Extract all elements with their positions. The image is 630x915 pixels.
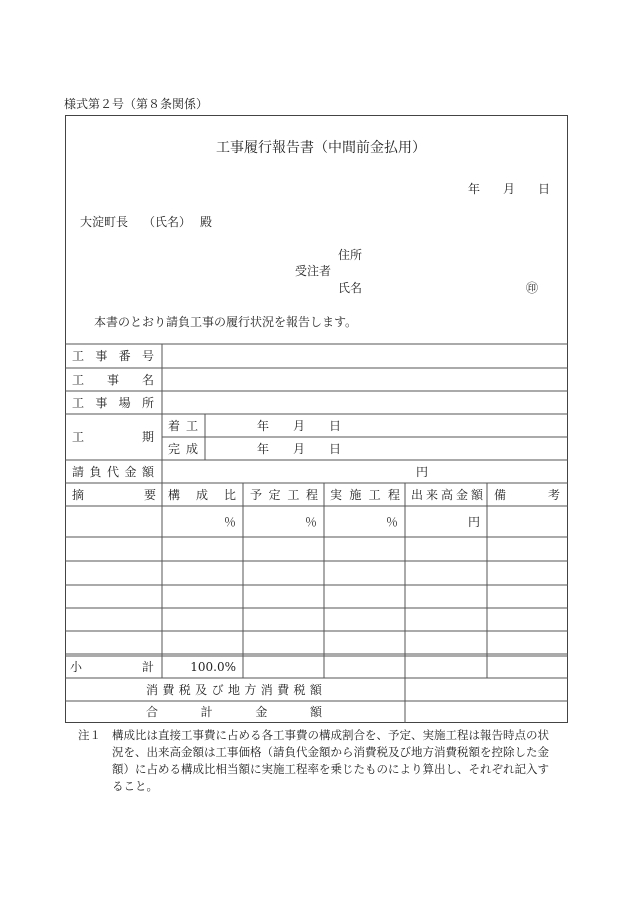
start-label-char: 工 <box>185 418 198 433</box>
total-label-char: 額 <box>309 705 322 719</box>
work-name-label-char: 事 <box>106 372 119 387</box>
header-planned-char: 定 <box>268 487 281 502</box>
tax-label-char: 方 <box>244 682 257 697</box>
tax-label-char: 及 <box>195 682 208 697</box>
contract-amount-label-char: 額 <box>141 464 154 479</box>
total-label <box>146 701 322 723</box>
contract-amount-label-char: 金 <box>124 464 137 479</box>
total-label-char: 計 <box>200 705 213 719</box>
addressee-name-label: （氏名） <box>143 215 192 229</box>
start-day: 日 <box>328 418 341 433</box>
tax-label <box>146 678 322 701</box>
work-place-label-char: 場 <box>118 395 131 410</box>
footnote <box>78 727 558 795</box>
start-label <box>168 414 198 437</box>
finish-month: 月 <box>292 441 305 456</box>
tax-label-char: 費 <box>162 682 175 697</box>
header-summary <box>72 483 156 506</box>
finish-label <box>168 437 198 460</box>
total-label-char: 合 <box>146 705 159 719</box>
header-ratio-char: 成 <box>195 487 208 502</box>
total-label-char: 金 <box>255 705 268 719</box>
work-number-label-char: 番 <box>118 349 131 363</box>
header-ratio-char: 構 <box>168 487 181 502</box>
header-planned-char: 程 <box>305 487 318 502</box>
start-year: 年 <box>256 418 269 433</box>
subtotal-label-char: 計 <box>141 660 154 674</box>
header-amount-char: 金 <box>455 487 468 502</box>
header-summary-char: 要 <box>143 487 156 502</box>
finish-label-char: 成 <box>185 441 198 456</box>
contract-amount-label-char: 負 <box>89 464 102 479</box>
header-actual-char: 工 <box>368 487 381 502</box>
header-amount-char: 高 <box>440 487 453 502</box>
date-year: 年 <box>468 182 481 196</box>
addressee-office: 大淀町長 <box>80 215 129 229</box>
tax-label-char: 税 <box>178 682 191 697</box>
contractor-address-label: 住所 <box>338 248 363 262</box>
tax-label-char: び <box>211 682 224 697</box>
header-actual <box>330 483 400 506</box>
contract-amount-label <box>72 460 154 483</box>
tax-label-char: 額 <box>309 682 322 697</box>
finish-label-char: 完 <box>168 441 181 456</box>
start-month: 月 <box>292 418 305 433</box>
header-actual-char: 程 <box>387 487 400 502</box>
work-period-label-char: 工 <box>72 430 85 444</box>
header-summary-char: 摘 <box>72 487 85 502</box>
footnote-text: 構成比は直接工事費に占める各工事費の構成割合を、予定、実施工程は報告時点の状況を、出来高金額は工事価格（請負代金額から消費税及び地方消費税額を控除した金額）に占める構成比相当額に実施工程率を乗じたものにより算出し、それぞれ記入すること。 <box>112 728 549 793</box>
header-planned <box>250 483 318 506</box>
header-remarks <box>494 483 560 506</box>
finish-year: 年 <box>256 441 269 456</box>
report-statement: 本書のとおり請負工事の履行状況を報告します。 <box>94 315 358 329</box>
work-period-label-char: 期 <box>141 430 154 444</box>
date-month: 月 <box>503 182 516 196</box>
work-number-label <box>72 344 154 368</box>
contract-amount-yen: 円 <box>415 464 428 479</box>
work-place-label-char: 所 <box>141 395 154 410</box>
tax-label-char: 消 <box>146 682 159 697</box>
seal-mark: ㊞ <box>526 281 539 295</box>
form-number-label: 様式第２号（第８条関係） <box>64 97 209 111</box>
date-day: 日 <box>538 182 551 196</box>
contract-amount-label-char: 請 <box>72 464 85 479</box>
header-amount-char: 来 <box>425 487 438 502</box>
work-place-label-char: 事 <box>95 395 108 410</box>
header-amount-char: 出 <box>411 487 424 502</box>
unit-actual-percent: ％ <box>385 515 398 529</box>
header-amount-char: 額 <box>470 487 483 502</box>
unit-ratio-percent: ％ <box>223 515 236 529</box>
work-place-label <box>72 391 154 414</box>
header-actual-char: 施 <box>349 487 362 502</box>
header-ratio-char: 比 <box>223 487 236 502</box>
work-number-label-char: 号 <box>141 349 154 363</box>
header-remarks-char: 考 <box>547 487 560 502</box>
addressee-honorific: 殿 <box>200 215 213 229</box>
subtotal-ratio: 100.0% <box>190 660 236 674</box>
header-planned-char: 予 <box>250 487 263 502</box>
tax-label-char: 地 <box>227 682 240 697</box>
tax-label-char: 消 <box>260 682 273 697</box>
document-title: 工事履行報告書（中間前金払用） <box>216 140 426 156</box>
work-name-label <box>72 368 154 391</box>
start-label-char: 着 <box>168 418 181 433</box>
work-number-label-char: 工 <box>72 349 85 363</box>
header-planned-char: 工 <box>287 487 300 502</box>
work-period-label <box>72 414 154 460</box>
tax-label-char: 税 <box>293 682 306 697</box>
tax-label-char: 費 <box>277 682 290 697</box>
header-actual-char: 実 <box>330 487 343 502</box>
subtotal-label <box>70 656 154 678</box>
work-name-label-char: 名 <box>141 372 154 387</box>
subtotal-label-char: 小 <box>70 660 83 674</box>
work-name-label-char: 工 <box>72 372 85 387</box>
unit-amount-yen: 円 <box>467 515 480 529</box>
finish-day: 日 <box>328 441 341 456</box>
header-remarks-char: 備 <box>494 487 507 502</box>
header-amount <box>411 483 483 506</box>
header-ratio <box>168 483 236 506</box>
work-number-label-char: 事 <box>95 349 108 363</box>
work-place-label-char: 工 <box>72 395 85 410</box>
contractor-role-label: 受注者 <box>295 264 332 278</box>
contractor-name-label: 氏名 <box>338 281 363 295</box>
footnote-label: 注１ <box>78 728 101 742</box>
unit-planned-percent: ％ <box>304 515 317 529</box>
contract-amount-label-char: 代 <box>106 464 119 479</box>
